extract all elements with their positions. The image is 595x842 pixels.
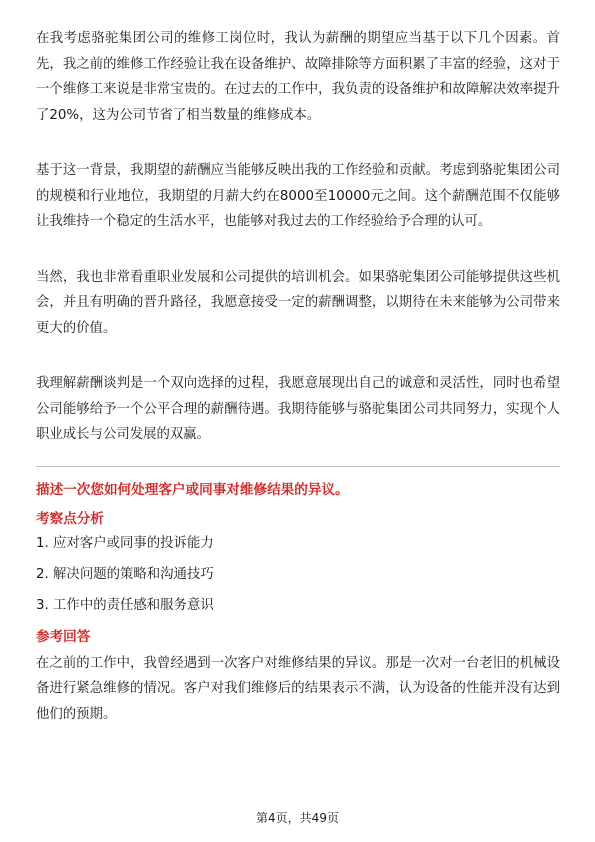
interview-question: 描述一次您如何处理客户或同事对维修结果的异议。	[36, 481, 349, 498]
analysis-heading: 考察点分析	[36, 510, 104, 527]
analysis-point: 1. 应对客户或同事的投诉能力	[36, 535, 214, 551]
page-number: 第4页，共49页	[256, 811, 339, 825]
body-paragraph-1: 在我考虑骆驼集团公司的维修工岗位时，我认为薪酬的期望应当基于以下几个因素。首先，我之前的维修工作经验让我在设备维护、故障排除等方面积累了丰富的经验，这对于一个维修工来说是非常宝贵的。在过去的工作中，我负责的设备维护和故障解决效率提升了20%，这为公司节省了相当数量的维修成本。	[36, 31, 560, 123]
body-paragraph-3: 当然，我也非常看重职业发展和公司提供的培训机会。如果骆驼集团公司能够提供这些机会，并且有明确的晋升路径，我愿意接受一定的薪酬调整，以期待在未来能够为公司带来更大的价值。	[36, 269, 560, 336]
section-divider	[36, 466, 560, 467]
body-paragraph-2: 基于这一背景，我期望的薪酬应当能够反映出我的工作经验和贡献。考虑到骆驼集团公司的规模和行业地位，我期望的月薪大约在8000至10000元之间。这个薪酬范围不仅能够让我维持一个稳定的生活水平，也能够对我过去的工作经验给予合理的认可。	[36, 163, 560, 229]
page-content	[36, 26, 560, 727]
answer-heading: 参考回答	[36, 628, 91, 645]
answer-paragraph: 在之前的工作中，我曾经遇到一次客户对维修结果的异议。那是一次对一台老旧的机械设备进行紧急维修的情况。客户对我们维修后的结果表示不满，认为设备的性能并没有达到他们的预期。	[36, 655, 560, 722]
analysis-point-list	[36, 534, 560, 616]
body-paragraph-4: 我理解薪酬谈判是一个双向选择的过程，我愿意展现出自己的诚意和灵活性，同时也希望公司能够给予一个公平合理的薪酬待遇。我期待能够与骆驼集团公司共同努力，实现个人职业成长与公司发展的双赢。	[36, 376, 560, 442]
analysis-point: 2. 解决问题的策略和沟通技巧	[36, 566, 214, 582]
analysis-point: 3. 工作中的责任感和服务意识	[36, 597, 214, 613]
